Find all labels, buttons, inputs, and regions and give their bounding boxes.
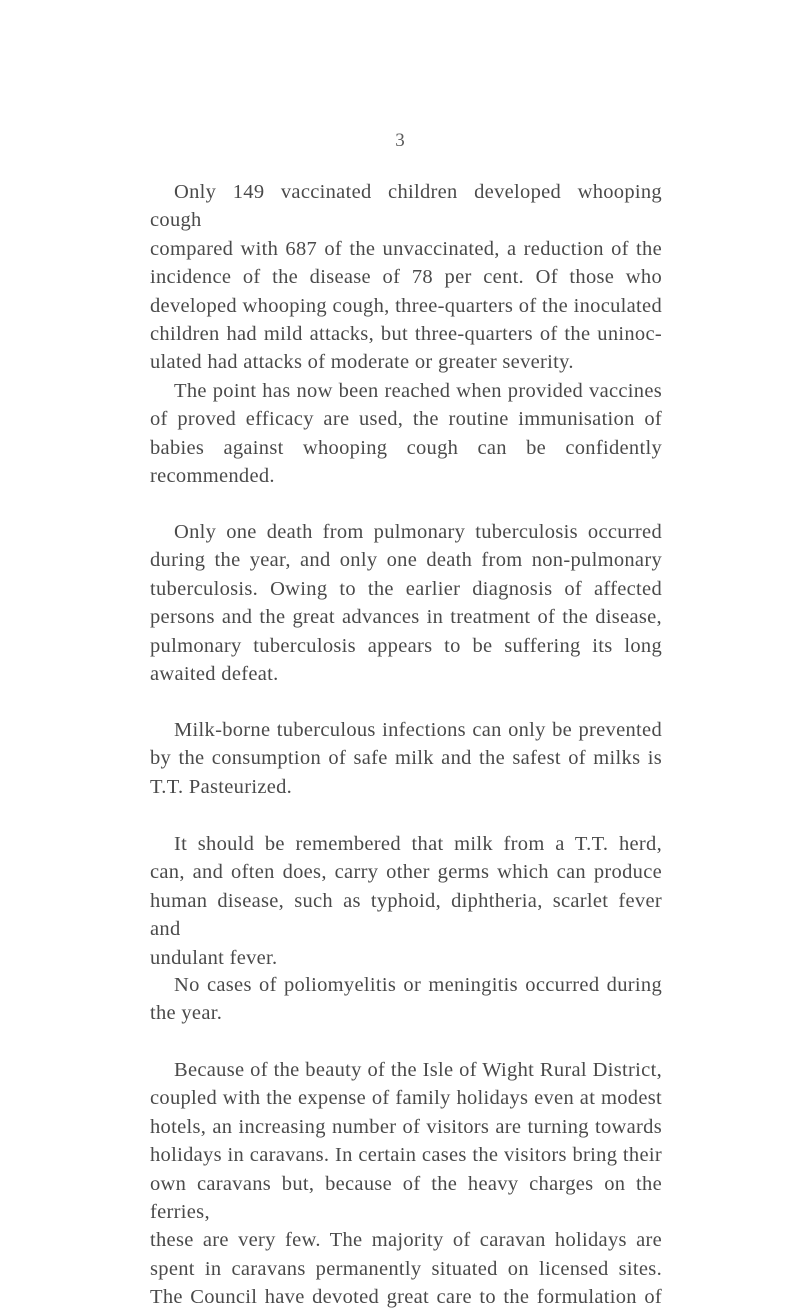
paragraph-caravans [150, 1056, 662, 1312]
text-line: incidence of the disease of 78 per cent. Of those who [150, 266, 662, 289]
text-line: The Council have devoted great care to the formulation of [150, 1286, 662, 1309]
text-line: the year. [150, 1002, 223, 1025]
text-line: holidays in caravans. In certain cases the visitors bring their [150, 1144, 662, 1167]
text-line: can, and often does, carry other germs which can produce [150, 861, 662, 884]
text-line: Because of the beauty of the Isle of Wight Rural District, [174, 1059, 662, 1081]
paragraph-milk-borne-infections [150, 716, 662, 801]
text-line: developed whooping cough, three-quarters of the inoculated [150, 294, 662, 317]
text-line: T.T. Pasteurized. [150, 775, 293, 798]
text-line: Only 149 vaccinated children developed whooping cough [150, 181, 662, 232]
text-line: during the year, and only one death from non-pulmonary [150, 549, 662, 572]
text-line: these are very few. The majority of caravan holidays are [150, 1229, 662, 1252]
text-line: by the consumption of safe milk and the safest of milks is [150, 747, 662, 770]
text-line: human disease, such as typhoid, diphtheria, scarlet fever and [150, 889, 662, 941]
page-number: 3 [395, 130, 406, 151]
text-line: It should be remembered that milk from a T.T. herd, [174, 833, 662, 855]
text-line: recommended. [150, 465, 275, 488]
text-line: ulated had attacks of moderate or greater severity. [150, 351, 574, 374]
text-line: No cases of poliomyelitis or meningitis occurred during [174, 974, 662, 996]
paragraph-tuberculosis [150, 518, 662, 688]
text-line: babies against whooping cough can be confidently [150, 436, 662, 459]
text-line: hotels, an increasing number of visitors are turning towards [150, 1115, 662, 1138]
text-line: children had mild attacks, but three-quarters of the uninoc- [150, 323, 662, 346]
paragraph-tt-herd-milk [150, 830, 662, 972]
text-line: undulant fever. [150, 946, 278, 969]
text-line: persons and the great advances in treatment of the disease, [150, 606, 662, 629]
text-line: coupled with the expense of family holidays even at modest [150, 1087, 662, 1110]
text-line: The point has now been reached when provided vaccines [174, 380, 662, 402]
paragraph-poliomyelitis [150, 971, 662, 1028]
text-line: tuberculosis. Owing to the earlier diagnosis of affected [150, 577, 662, 600]
text-line: Only one death from pulmonary tuberculosis occurred [174, 521, 662, 543]
text-line: spent in caravans permanently situated on licensed sites. [150, 1257, 662, 1280]
text-line: Milk-borne tuberculous infections can only be prevented [174, 719, 662, 741]
paragraph-whooping-cough-results [150, 178, 662, 377]
text-line: compared with 687 of the unvaccinated, a reduction of the [150, 237, 662, 260]
text-line: own caravans but, because of the heavy charges on the ferries, [150, 1172, 662, 1224]
text-line: awaited defeat. [150, 663, 279, 686]
paragraph-immunisation-recommendation [150, 377, 662, 491]
text-line: pulmonary tuberculosis appears to be suffering its long [150, 634, 662, 657]
text-line: of proved efficacy are used, the routine immunisation of [150, 408, 662, 431]
